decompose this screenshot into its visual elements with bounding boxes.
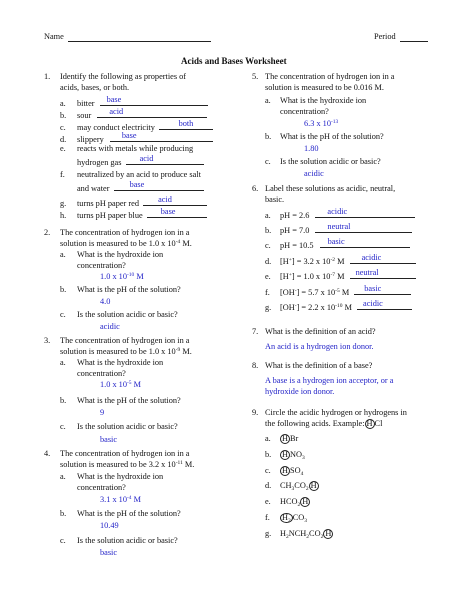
q3-c-letter: c. [60,422,66,431]
answer: both [178,118,194,128]
q3-c-answer: basic [100,435,118,444]
q8-text: What is the definition of a base? [265,361,373,370]
page-title: Acids and Bases Worksheet [181,56,287,66]
q5-b-letter: b. [265,132,272,141]
q1-text-line1: Identify the following as properties of [60,72,187,81]
item-text: reacts with metals while producing [77,144,194,153]
q9-item-a: a. H Br [265,434,299,443]
q1-number: 1. [44,72,51,81]
answer: base [121,130,137,140]
answer: base [160,206,176,216]
circled-hydrogen[interactable]: H [325,529,332,538]
q2-text-line1: The concentration of hydrogen ion in a [60,228,190,237]
q2-text-line2: solution is measured to be 1.0 x $10^{-4}$ M. [60,239,192,248]
name-blank-line[interactable] [68,32,211,42]
answer-line[interactable] [315,208,415,218]
q5-b-answer: 1.80 [304,144,319,153]
answer-line[interactable] [126,155,204,165]
answer-line[interactable] [97,108,207,118]
q5-a-letter: a. [265,96,271,105]
q7-answer: An acid is a hydrogen ion donor. [265,342,374,351]
q4-c-answer: basic [100,548,118,557]
q4-b-text: What is the pH of the solution? [77,509,181,518]
q2-c-text: Is the solution acidic or basic? [77,310,178,319]
answer: acidic [363,298,383,308]
q3-a-text2: concentration? [77,369,126,378]
item-text: sour [77,111,92,120]
circled-hydrogen[interactable]: H [282,450,288,459]
item-text: turns pH paper red [77,199,139,208]
item-text: turns pH paper blue [77,211,143,220]
answer-line[interactable] [159,120,213,130]
name-label: Name [44,32,64,41]
circled-hydrogen[interactable]: $H_2$ [282,513,291,524]
q2-number: 2. [44,228,51,237]
item-text: bitter [77,99,95,108]
answer: acid [139,153,154,163]
answer-line[interactable] [110,132,213,142]
answer-line[interactable] [350,254,416,264]
q3-b-answer: 9 [100,408,105,417]
circled-hydrogen[interactable]: H [282,434,288,443]
q5-number: 5. [252,72,259,81]
q4-text-line1: The concentration of hydrogen ion in a [60,449,190,458]
q3-a-letter: a. [60,358,66,367]
q1-item-f-line2 [77,181,204,195]
item-text: may conduct electricity [77,123,155,132]
q2-a-answer: 1.0 x $10^{-10}$ M [100,272,144,281]
q9-text-line2: the following acids. Example: H Cl [265,419,383,428]
q2-b-letter: b. [60,285,67,294]
q5-a-answer: 6.3 x $10^{-13}$ [304,119,339,128]
q4-a-text2: concentration? [77,483,126,492]
q2-c-answer: acidic [100,322,120,331]
item-text: slippery [77,135,104,144]
answer-line[interactable] [354,285,411,295]
item-letter: g. [60,199,67,208]
q2-c-letter: c. [60,310,66,319]
q9-item-e: e. $HCO_2$ H [265,497,309,508]
q6-text-line2: basic. [265,195,285,204]
q6-item-d: d. [H+] = 3.2 x $10^{-2}$ M acidic [265,254,416,268]
answer: acidic [327,206,348,216]
q5-b-text: What is the pH of the solution? [280,132,384,141]
item-letter: b. [60,111,67,120]
q4-c-letter: c. [60,536,66,545]
q5-a-text: What is the hydroxide ion [280,96,367,105]
circled-hydrogen: H [366,419,373,428]
q3-text-line1: The concentration of hydrogen ion in a [60,336,190,345]
q3-b-text: What is the pH of the solution? [77,396,181,405]
q9-item-c: c. H $SO_4$ [265,466,304,477]
item-text: hydrogen gas [77,158,122,167]
q4-a-letter: a. [60,472,66,481]
circled-hydrogen[interactable]: H [310,481,317,490]
q9-item-g: g. $H_2NCH_2CO_2$ H [265,529,332,540]
item-text: and water [77,184,110,193]
q9-item-b: b. H $NO_3$ [265,450,305,461]
q6-item-c: c. pH = 10.5 basic [265,238,410,252]
answer: acid [158,194,172,204]
q2-a-letter: a. [60,250,66,259]
item-letter: c. [60,123,66,132]
item-letter: e. [60,144,66,153]
q9-item-f: f. $H_2$ $CO_3$ [265,513,308,524]
item-letter: h. [60,211,67,220]
q1-text-line2: acids, bases, or both. [60,83,130,92]
answer: neutral [327,221,351,231]
q6-item-b: b. pH = 7.0 neutral [265,223,412,237]
q9-number: 9. [252,408,259,417]
q2-b-answer: 4.0 [100,297,111,306]
answer: neutral [355,267,379,277]
q3-c-text: Is the solution acidic or basic? [77,422,178,431]
q5-a-text2: concentration? [280,107,329,116]
q9-text-line1: Circle the acidic hydrogen or hydrogens in [265,408,407,417]
q3-b-letter: b. [60,396,67,405]
answer-line[interactable] [114,181,204,191]
answer-line[interactable] [357,300,412,310]
circled-hydrogen[interactable]: H [282,466,288,475]
q2-b-text: What is the pH of the solution? [77,285,181,294]
q5-c-text: Is the solution acidic or basic? [280,157,381,166]
answer: base [106,94,122,104]
q2-a-text: What is the hydroxide ion [77,250,164,259]
q6-number: 6. [252,184,259,193]
answer: acidic [361,252,382,262]
q6-item-a: a. pH = 2.6 acidic [265,208,415,222]
q6-item-g: g. [OH-] = 2.2 x $10^{-10}$ M acidic [265,300,412,314]
answer-line[interactable] [100,96,208,106]
q1-item-e-line2 [77,155,204,169]
q4-number: 4. [44,449,51,458]
q7-text: What is the definition of an acid? [265,327,376,336]
q4-text-line2: solution is measured to be 3.2 x $10^{-11}$ M. [60,460,195,469]
q3-a-text: What is the hydroxide ion [77,358,164,367]
q6-item-e: e. [H+] = 1.0 x $10^{-7}$ M neutral [265,269,416,283]
period-label: Period [374,32,396,41]
q8-answer-line2: hydroxide ion donor. [265,387,335,396]
q6-item-f: f. [OH-] = 5.7 x $10^{-5}$ M basic [265,285,411,299]
q9-item-d: d. $CH_3CO_2$ H [265,481,317,492]
answer-line[interactable] [315,223,412,233]
q4-b-answer: 10.49 [100,521,119,530]
q5-text-line2: solution is measured to be 0.016 M. [265,83,384,92]
answer-line[interactable] [320,238,410,248]
q7-number: 7. [252,327,259,336]
item-text: neutralized by an acid to produce salt [77,170,201,179]
item-letter: a. [60,99,66,108]
answer-line[interactable] [147,208,207,218]
q2-a-text2: concentration? [77,261,126,270]
q3-a-answer: 1.0 x $10^{-5}$ M [100,380,142,389]
item-letter: d. [60,135,67,144]
answer-line[interactable] [350,269,416,279]
q5-c-answer: acidic [304,169,324,178]
q4-c-text: Is the solution acidic or basic? [77,536,178,545]
answer-line[interactable] [143,196,207,206]
circled-hydrogen[interactable]: H [302,497,309,506]
q5-c-letter: c. [265,157,271,166]
answer: acid [109,106,124,116]
q4-a-text: What is the hydroxide ion [77,472,164,481]
item-letter: f. [60,170,65,179]
q8-number: 8. [252,361,259,370]
q8-answer-line1: A base is a hydrogen ion acceptor, or a [265,376,394,385]
q6-text-line1: Label these solutions as acidic, neutral, [265,184,396,193]
answer: base [129,179,145,189]
q4-a-answer: 3.1 x $10^{-4}$ M [100,495,142,504]
q5-text-line1: The concentration of hydrogen ion in a [265,72,395,81]
q3-text-line2: solution is measured to be 1.0 x $10^{-9}$ M. [60,347,192,356]
q1-item-h [60,208,207,222]
answer: basic [327,236,345,246]
q4-b-letter: b. [60,509,67,518]
q3-number: 3. [44,336,51,345]
answer: basic [364,283,382,293]
period-blank-line[interactable] [400,32,428,42]
